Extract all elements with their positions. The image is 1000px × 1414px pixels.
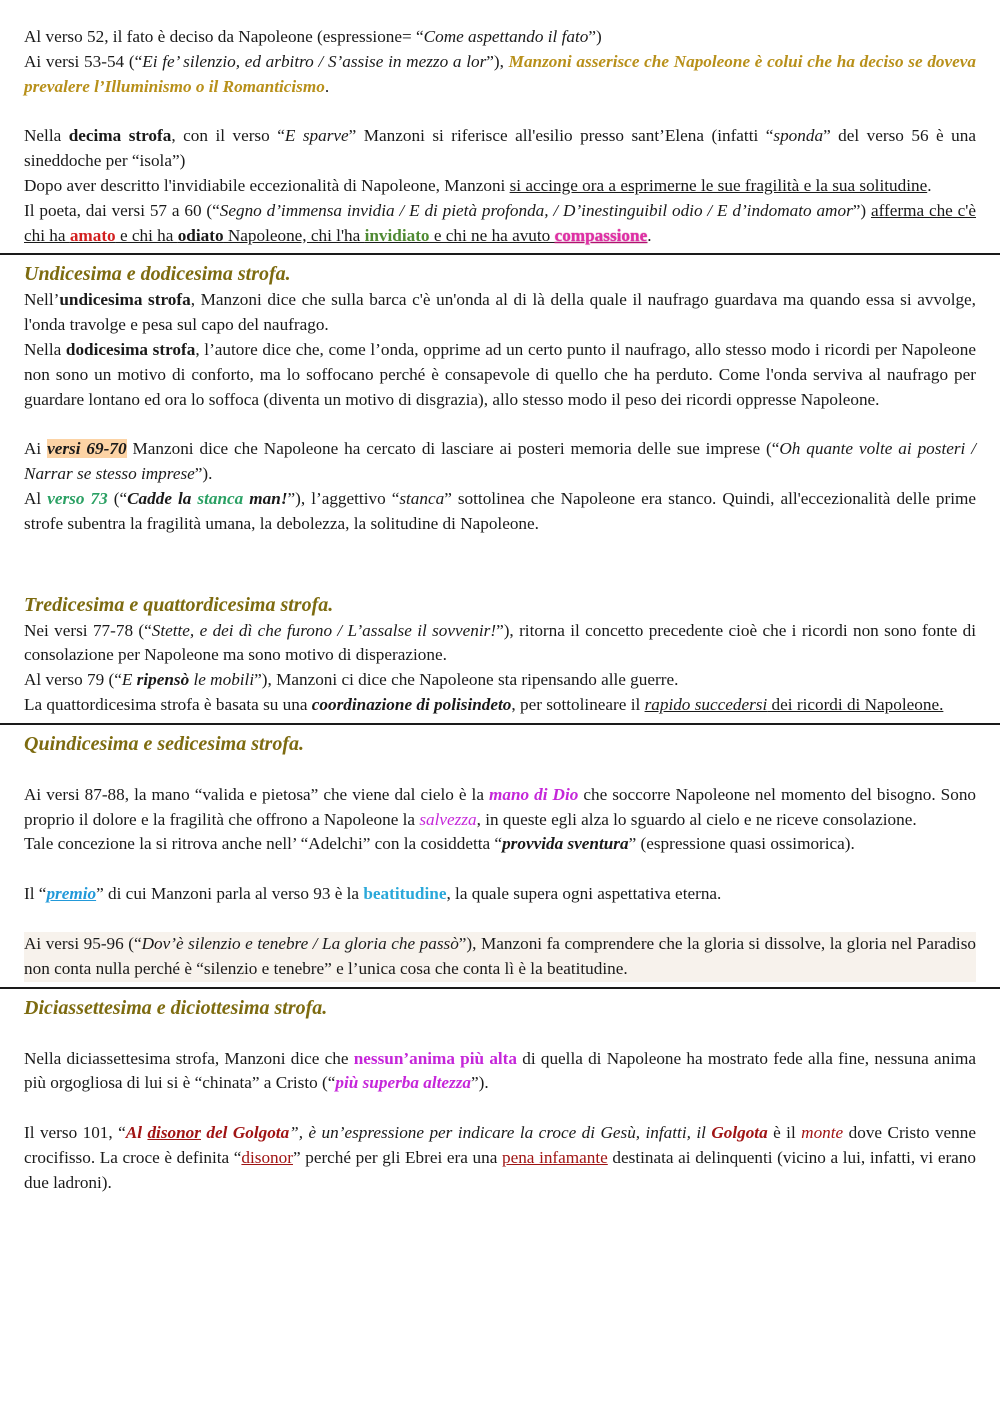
- quote: ”, è un’espressione per indicare la croce di Gesù, infatti, il: [289, 1123, 712, 1143]
- text: dove Cristo venne crocifisso. La croce è definita “: [24, 1123, 976, 1167]
- text: ” sottolinea che Napoleone era stanco. Quindi, all'eccezionalità delle prime strofe subentra la fragilità umana, la debolezza, la solitudine di Napoleone.: [24, 488, 976, 533]
- text: Nei versi 77-78 (“: [24, 620, 152, 640]
- quote: Cadde la: [127, 488, 198, 508]
- quote: Oh quante volte ai posteri / Narrar se stesso imprese: [24, 439, 977, 484]
- highlight-darkred: disonor: [241, 1147, 293, 1167]
- text: ” perché per gli Ebrei era una: [292, 1147, 502, 1167]
- text: ” (espressione quasi ossimorica).: [628, 834, 855, 854]
- highlight-darkred: pena infamante: [501, 1147, 608, 1167]
- text: ”): [588, 27, 602, 46]
- quote: Dov’è silenzio e tenebre / La gloria che passò: [141, 933, 459, 953]
- bold-term: undicesima strofa: [59, 290, 191, 310]
- text: , per sottolineare il: [511, 694, 645, 714]
- text: ” di cui Manzoni parla al verso 93 è la: [96, 884, 364, 904]
- text: .: [324, 76, 330, 96]
- section-divider: [0, 253, 1000, 255]
- text: Al verso 52, il fato è deciso da Napoleone (espressione= “: [24, 27, 424, 46]
- text: Al: [24, 488, 48, 508]
- text: ” del verso 56 è una sineddoche per “isola”): [24, 126, 976, 171]
- highlight-magenta: mano di Dio: [489, 784, 579, 804]
- paragraph-diciassettesima: [24, 1047, 976, 1097]
- text: (“: [107, 488, 128, 508]
- text: ”), Manzoni ci dice che Napoleone sta ripensando alle guerre.: [254, 670, 679, 690]
- text: Tale concezione la si ritrova anche nell’ “Adelchi” con la cosiddetta “: [24, 834, 503, 854]
- text: .: [927, 175, 932, 195]
- paragraph-versi-95-96: [24, 932, 976, 982]
- paragraph-versi-77-78: [24, 619, 976, 669]
- underlined-text: Napoleone, chi l'ha: [223, 225, 365, 245]
- spacer: [24, 99, 976, 124]
- text: Ai versi 53-54 (“: [24, 51, 143, 71]
- underlined-text: rapido succedersi: [644, 694, 768, 714]
- spacer: [24, 1022, 976, 1047]
- text: , Manzoni dice che sulla barca c'è un'onda al di là della quale il naufrago guardava ma quando essa si avvolge, l'onda travolge e pesa sul capo del naufrago.: [24, 290, 976, 335]
- text: Manzoni dice che Napoleone ha cercato di lasciare ai posteri memoria delle sue imprese (“: [126, 439, 780, 459]
- paragraph-versi-87-88: [24, 783, 976, 833]
- highlight-darkred: monte: [801, 1123, 844, 1143]
- spacer: [24, 758, 976, 783]
- text: ”).: [194, 464, 213, 484]
- quote: E: [121, 670, 137, 690]
- text: Al verso 79 (“: [24, 670, 122, 690]
- highlight-blue: premio: [46, 884, 97, 904]
- underlined-text: e chi ne ha avuto: [429, 225, 555, 245]
- highlight-red: amato: [69, 225, 116, 245]
- text: Nella: [24, 126, 69, 146]
- text: Il verso 101, “: [24, 1123, 126, 1143]
- text: ”).: [471, 1073, 489, 1093]
- quote: Come aspettando il fato: [423, 27, 589, 46]
- underlined-text: dei ricordi di Napoleone.: [767, 694, 944, 714]
- text: .: [647, 225, 652, 245]
- section-heading: Undicesima e dodicesima strofa.: [24, 263, 291, 286]
- paragraph-undicesima: [24, 288, 976, 338]
- text: Il “: [24, 884, 47, 904]
- quote: Ei fe’ silenzio, ed arbitro / S’assise in mezzo a lor: [142, 51, 487, 71]
- highlight-orange: versi 69-70: [47, 439, 127, 459]
- paragraph-fragilita: [24, 174, 976, 199]
- text: ”),: [486, 51, 509, 71]
- highlight-darkred: disonor: [147, 1123, 201, 1143]
- quote: sponda: [773, 126, 824, 146]
- paragraph-verso-52: [24, 25, 976, 50]
- text: ”), l’aggettivo “: [287, 488, 400, 508]
- spacer: [24, 907, 976, 932]
- paragraph-versi-53-54: [24, 50, 976, 100]
- highlight-green: invidiato: [364, 225, 430, 245]
- section-divider: [0, 987, 1000, 989]
- paragraph-verso-73: [24, 487, 976, 537]
- text: Il poeta, dai versi 57 a 60 (“: [24, 200, 220, 220]
- text: ”), ritorna il concetto precedente cioè che i ricordi non sono fonte di consolazione per Napoleone ma sono motivo di disperazione.: [24, 620, 976, 665]
- text: , la quale supera ogni aspettativa eterna.: [446, 884, 722, 904]
- underlined-text: afferma che c'è chi ha: [24, 200, 977, 245]
- highlight-blue: beatitudine: [363, 884, 447, 904]
- highlight-magenta: più superba altezza: [335, 1073, 471, 1093]
- quote: stanca: [399, 488, 445, 508]
- text: Ai versi 87-88, la mano “valida e pietosa” che viene dal cielo è la: [24, 784, 489, 804]
- underlined-text: si accinge ora a esprimerne le sue fragilità e la sua solitudine: [509, 175, 928, 195]
- paragraph-verso-101: [24, 1121, 976, 1195]
- text: , l’autore dice che, come l’onda, opprime ad un certo punto il naufrago, allo stesso modo i ricordi per Napoleone non sono un motivo di conforto, ma lo soffocano perché è consapevole di quello che ha perduto. Come l'onda serviva al naufrago per guardare lontano ed ora lo soffoca (diventa un motivo di disgrazia), allo stesso modo il peso dei ricordi oppresse Napoleone.: [24, 339, 976, 409]
- paragraph-adelchi: [24, 832, 976, 857]
- paragraph-versi-57-60: [24, 199, 976, 249]
- section-heading: Tredicesima e quattordicesima strofa.: [24, 593, 334, 616]
- text: Dopo aver descritto l'invidiabile eccezionalità di Napoleone, Manzoni: [24, 175, 510, 195]
- highlight-magenta: nessun’anima più alta: [353, 1048, 518, 1068]
- text: ”): [852, 200, 871, 220]
- underlined-text: e chi ha: [115, 225, 178, 245]
- text: destinata ai delinquenti (vicino a lui, infatti, vi erano due ladroni).: [24, 1147, 976, 1192]
- quote: le mobili: [189, 670, 255, 690]
- paragraph-dodicesima: [24, 338, 976, 412]
- spacer: [24, 857, 976, 882]
- text: ” Manzoni si riferisce all'esilio presso sant’Elena (infatti “: [348, 126, 774, 146]
- bold-term: decima strofa: [68, 126, 172, 146]
- quote: Stette, e dei dì che furono / L’assalse il sovvenir!: [151, 620, 497, 640]
- bold-term: provvida sventura: [502, 834, 629, 854]
- text: di quella di Napoleone ha mostrato fede alla fine, nessuna anima più orgogliosa di lui si è “chinata” a Cristo (“: [24, 1048, 976, 1093]
- highlight-darkred: Al: [125, 1123, 148, 1143]
- text: Nella diciassettesima strofa, Manzoni dice che: [24, 1048, 354, 1068]
- paragraph-versi-69-70: [24, 437, 976, 487]
- highlight-darkred: del Golgota: [200, 1123, 290, 1143]
- highlight-green: verso 73: [47, 488, 108, 508]
- paragraph-quattordicesima: [24, 693, 976, 718]
- text: La quattordicesima strofa è basata su una: [24, 694, 312, 714]
- text: è il: [767, 1123, 802, 1143]
- spacer: [24, 537, 976, 587]
- highlight-pink: compassione: [554, 225, 648, 245]
- text: che soccorre Napoleone nel momento del bisogno. Sono proprio il dolore e la fragilità che offrono a Napoleone la: [24, 784, 977, 829]
- spacer: [24, 1096, 976, 1121]
- highlight-magenta: salvezza: [419, 809, 477, 829]
- section-heading: Quindicesima e sedicesima strofa.: [24, 732, 304, 755]
- bold-term: dodicesima strofa: [65, 339, 196, 359]
- document-body: [24, 25, 976, 1196]
- highlight-darkred: Golgota: [711, 1123, 768, 1143]
- bold-term: coordinazione di polisindeto: [311, 694, 512, 714]
- bold-term: odiato: [177, 225, 224, 245]
- text: , in queste egli alza lo sguardo al cielo e ne riceve consolazione.: [476, 809, 917, 829]
- section-divider: [0, 723, 1000, 725]
- text: Nell’: [24, 290, 60, 310]
- paragraph-verso-79: [24, 668, 976, 693]
- quote: man!: [243, 488, 288, 508]
- text: Ai versi 95-96 (“: [24, 933, 142, 953]
- section-heading: Diciassettesima e diciottesima strofa.: [24, 996, 328, 1019]
- highlight-teal: stanca: [197, 488, 244, 508]
- highlight-gold: Manzoni asserisce che Napoleone è colui che ha deciso se doveva prevalere l’Illuminismo o il Romanticismo: [24, 51, 976, 96]
- quote-bold: ripensò: [136, 670, 190, 690]
- text: Nella: [24, 339, 66, 359]
- spacer: [24, 412, 976, 437]
- quote: Segno d’immensa invidia / E di pietà profonda, / D’inestinguibil odio / E d’indomato amor: [219, 200, 853, 220]
- text: Ai: [24, 439, 48, 459]
- quote: E sparve: [284, 126, 349, 146]
- paragraph-premio: [24, 882, 976, 907]
- text: ”), Manzoni fa comprendere che la gloria si dissolve, la gloria nel Paradiso non conta nulla perché è “silenzio e tenebre” e l’unica cosa che conta lì è la beatitudine.: [24, 933, 976, 978]
- paragraph-decima-strofa: [24, 124, 976, 174]
- text: , con il verso “: [171, 126, 285, 146]
